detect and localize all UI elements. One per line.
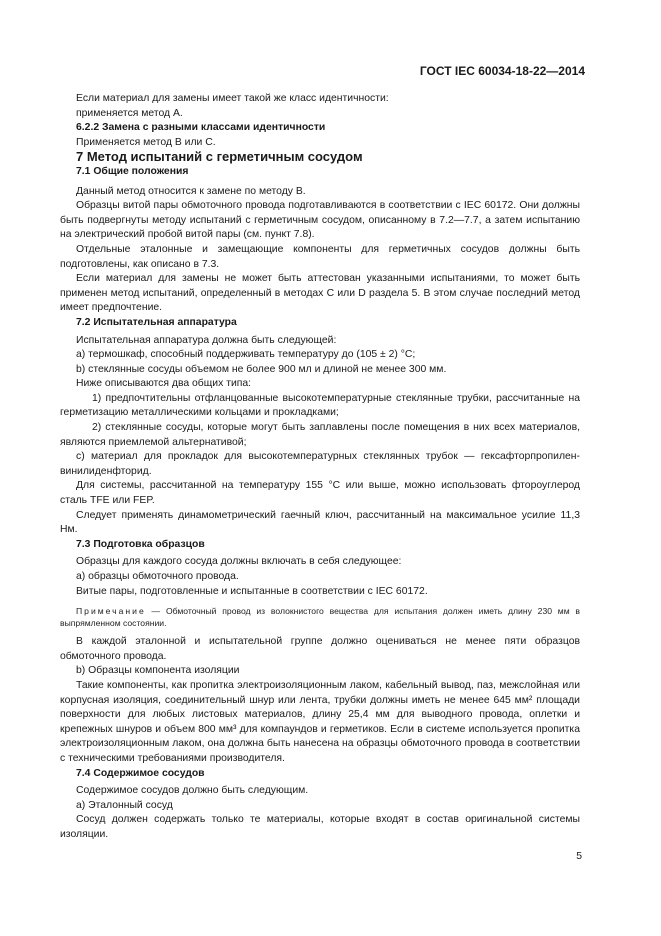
s73-item-b: b) Образцы компонента изоляции [76,665,240,677]
s71-paragraph-3: Отдельные эталонные и замещающие компоненты для герметичных сосудов должны быть подготовлены, как описано в 7.3. [60,243,580,270]
s73-note [60,605,580,629]
s72-paragraph-4: Следует применять динамометрический гаечный ключ, рассчитанный на максимальное усилие 11,3 Нм. [60,509,580,536]
page-content [60,92,580,843]
intro-paragraph-2: применяется метод А. [76,107,183,119]
intro-paragraph-3: Применяется метод В или С. [76,136,216,148]
s72-paragraph-1: Испытательная аппаратура должна быть следующей: [76,334,337,346]
s71-paragraph-4: Если материал для замены не может быть аттестован указанными испытаниями, то может быть применен метод испытаний, определенный в методах С или D раздела 5. В этом случае последний метод имеет предпочтение. [60,273,580,314]
note-text: — Обмоточный провод из волокнистого вещества для испытания должен иметь длину 230 мм в выпрямленном состоянии. [60,606,580,629]
s74-paragraph-2: Сосуд должен содержать только те материалы, которые входят в состав оригинальной системы изоляции. [60,814,580,840]
s73-paragraph-1: Образцы для каждого сосуда должны включать в себя следующее: [76,556,402,568]
s71-paragraph-1: Данный метод относится к замене по методу В. [76,185,306,197]
document-code-header: ГОСТ IEC 60034-18-22—2014 [419,64,585,78]
s72-item-a: а) термошкаф, способный поддерживать температуру до (105 ± 2) °С; [76,349,416,361]
subsection-7-3-title: 7.3 Подготовка образцов [76,538,205,550]
s72-subitem-1: 1) предпочтительны отфланцованные высокотемпературные стеклянные трубки, рассчитанные на герметизацию металлическими кольцами и прокладками; [60,392,580,419]
s73-paragraph-2: Витые пары, подготовленные и испытанные в соответствии с IEC 60172. [76,585,428,597]
s74-item-a: а) Эталонный сосуд [76,799,173,811]
subsection-7-2-title: 7.2 Испытательная аппаратура [76,316,237,328]
s72-paragraph-2: Ниже описываются два общих типа: [76,378,252,390]
page-number: 5 [576,851,582,862]
s73-paragraph-4: Такие компоненты, как пропитка электроизоляционным лаком, кабельный вывод, паз, межслойная или корпусная изоляция, соединительный шнур или лента, трубки должны иметь не менее 645 мм² площади поверхности для любых листовых материалов, длину 25,4 мм для выводного провода, оплетки и крепежных шнуров и объем 800 мм³ для компаундов и герметиков. Если в системе используется пропитка электроизоляционным лаком, она должна быть нанесена на образцы обмоточного провода в соответствии с техническими требованиями производителя. [60,679,580,764]
s73-paragraph-3: В каждой эталонной и испытательной группе должно оцениваться не менее пяти образцов обмоточного провода. [60,636,580,662]
s73-item-a: а) образцы обмоточного провода. [76,571,239,582]
s72-subitem-2: 2) стеклянные сосуды, которые могут быть заплавлены после помещения в них всех материалов, являются приемлемой альтернативой; [60,422,580,448]
intro-paragraph-1: Если материал для замены имеет такой же класс идентичности: [76,93,389,104]
s72-item-c: с) материал для прокладок для высокотемпературных стеклянных трубок — гексафторпропилен-винилиденфторид. [60,451,580,477]
s71-paragraph-2: Образцы витой пары обмоточного провода подготавливаются в соответствии с IEC 60172. Они должны быть подвергнуты методу испытаний с герметичным сосудом, описанному в 7.2—7.7, а затем испытанию на электрический пробой витой пары (см. пункт 7.8). [60,200,580,241]
subsection-6-2-2-title: 6.2.2 Замена с разными классами идентичности [76,122,326,134]
section-7-title: 7 Метод испытаний с герметичным сосудом [76,149,363,165]
s74-paragraph-1: Содержимое сосудов должно быть следующим. [76,785,309,797]
s72-item-b: b) стеклянные сосуды объемом не более 900 мл и длиной не менее 300 мм. [76,363,447,375]
subsection-7-1-title: 7.1 Общие положения [76,165,189,177]
subsection-7-4-title: 7.4 Содержимое сосудов [76,767,205,779]
s72-paragraph-3: Для системы, рассчитанной на температуру 155 °С или выше, можно использовать фтороуглерод сталь TFE или FEP. [60,480,580,507]
note-label: Примечание [76,606,146,617]
